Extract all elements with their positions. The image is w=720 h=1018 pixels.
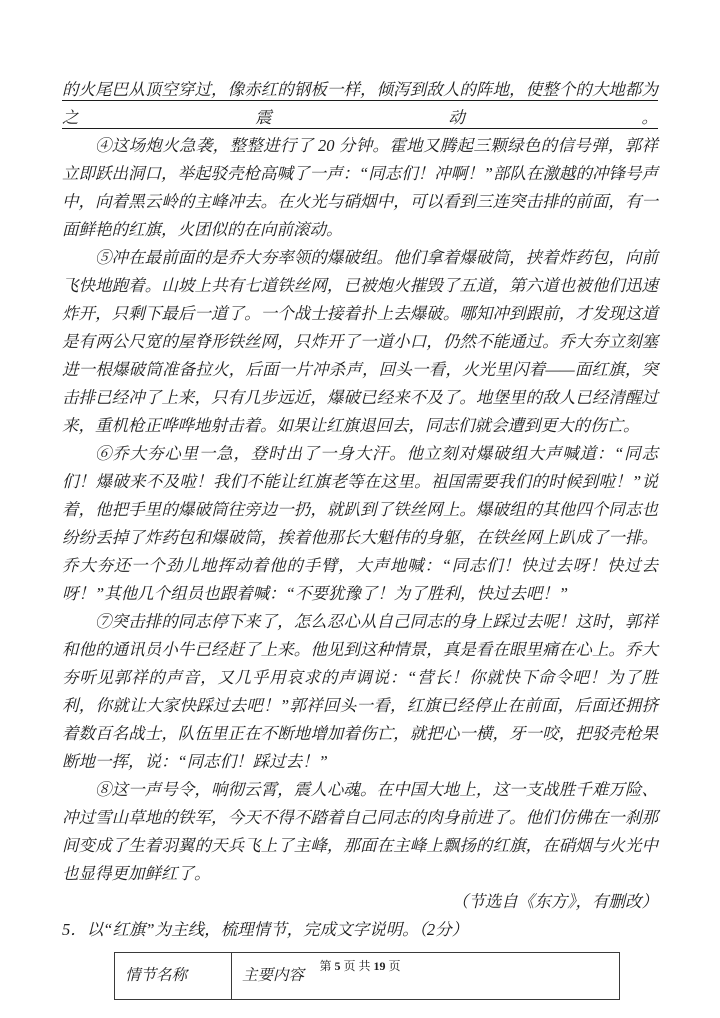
question-5-text: 5．以“红旗”为主线，梳理情节，完成文字说明。（2分）	[62, 920, 469, 939]
page-content	[62, 76, 658, 1000]
footer-suffix: 页	[388, 959, 401, 973]
page-footer	[0, 957, 720, 974]
source-citation: （节选自《东方》，有删改）	[451, 892, 658, 911]
paragraph-7: ⑦突击排的同志停下来了，怎么忍心从自己同志的身上踩过去呢！这时，郭祥和他的通讯员小牛已经赶了上来。他见到这种情景，真是看在眼里痛在心上。乔大夯听见郭祥的声音，又几乎用哀求的声调说：“营长！你就快下命令吧！为了胜利，你就让大家快踩过去吧！”郭祥回头一看，红旗已经停止在前面，后面还拥挤着数百名战士，队伍里正在不断地增加着伤亡，就把心一横，牙一咬，把驳壳枪果断地一挥，说：“同志们！踩过去！”	[62, 612, 658, 771]
paragraph-5: ⑤冲在最前面的是乔大夯率领的爆破组。他们拿着爆破筒，挟着炸药包，向前飞快地跑着。山坡上共有七道铁丝网，已被炮火摧毁了五道，第六道也被他们迅速炸开，只剩下最后一道了。一个战士接着扑上去爆破。哪知冲到跟前，才发现这道是有两公尺宽的屋脊形铁丝网，只炸开了一道小口，仍然不能通过。乔大夯立刻塞进一根爆破筒准备拉火，后面一片冲杀声，回头一看，火光里闪着——面红旗，突击排已经冲了上来，只有几步远近，爆破已经来不及了。地堡里的敌人已经清醒过来，重机枪正哗哗地射击着。如果让红旗退回去，同志们就会遭到更大的伤亡。	[62, 248, 658, 435]
underlined-continuation-line: 的火尾巴从顶空穿过，像赤红的钢板一样，倾泻到敌人的阵地，使整个的大地都为之震动。	[62, 80, 658, 127]
paragraph-6: ⑥乔大夯心里一急，登时出了一身大汗。他立刻对爆破组大声喊道：“同志们！爆破来不及啦！我们不能让红旗老等在这里。祖国需要我们的时候到啦！”说着，他把手里的爆破筒往旁边一扔，就趴到了铁丝网上。爆破组的其他四个同志也纷纷丢掉了炸药包和爆破筒，挨着他那长大魁伟的身躯，在铁丝网上趴成了一排。乔大夯还一个劲儿地挥动着他的手臂，大声地喊：“同志们！快过去呀！快过去呀！”其他几个组员也跟着喊：“不要犹豫了！为了胜利，快过去吧！”	[62, 444, 658, 603]
table-header-main-content: 主要内容	[232, 953, 620, 1000]
footer-total-pages: 19	[373, 959, 386, 973]
footer-middle: 页 共	[343, 959, 371, 973]
paragraph-4: ④这场炮火急袭，整整进行了 20 分钟。霍地又腾起三颗绿色的信号弹，郭祥立即跃出洞口，举起驳壳枪高喊了一声：“同志们！冲啊！”部队在激越的冲锋号声中，向着黑云岭的主峰冲去。在火光与硝烟中，可以看到三连突击排的前面，有一面鲜艳的红旗，火团似的在向前滚动。	[62, 136, 658, 239]
paragraph-8: ⑧这一声号令，响彻云霄，震人心魂。在中国大地上，这一支战胜千难万险、冲过雪山草地的铁军，今天不得不踏着自己同志的肉身前进了。他们仿佛在一刹那间变成了生着羽翼的天兵飞上了主峰，那面在主峰上飘扬的红旗，在硝烟与火光中也显得更加鲜红了。	[62, 780, 658, 883]
table-header-plot-name: 情节名称	[115, 953, 232, 1000]
footer-page-number: 5	[334, 959, 341, 973]
footer-prefix: 第	[319, 959, 332, 973]
